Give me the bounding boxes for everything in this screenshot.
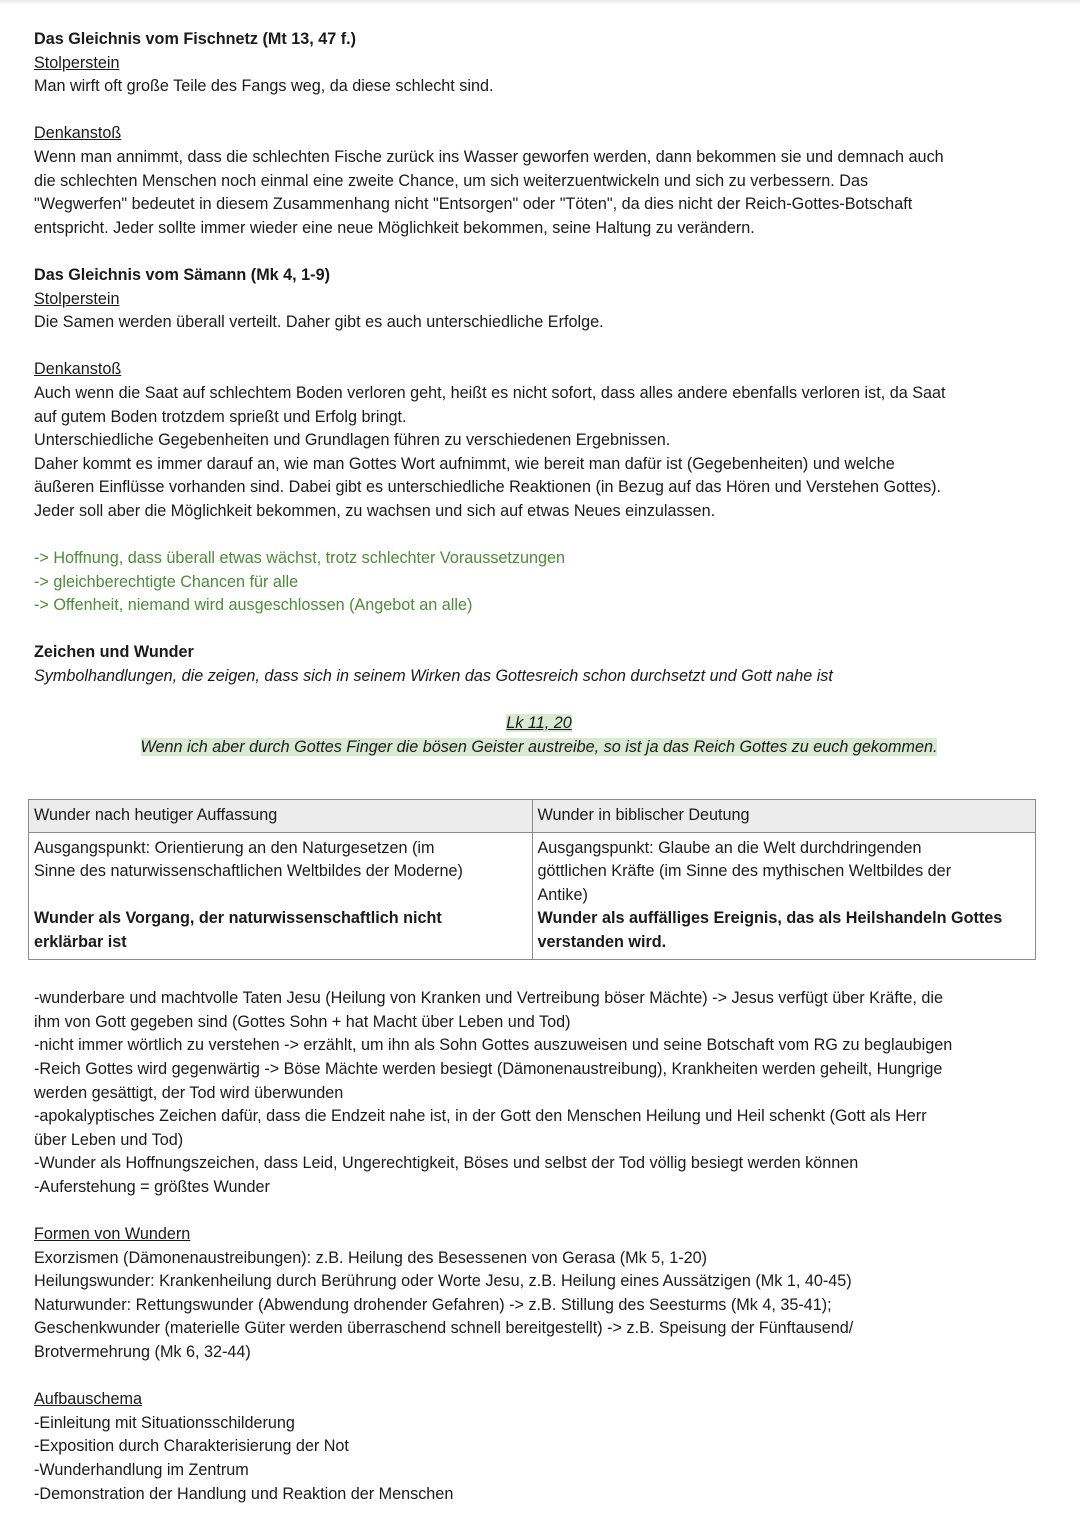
quote-text: Wenn ich aber durch Gottes Finger die bösen Geister austreibe, so ist ja das Reich Gottes zu euch gekommen. [140, 737, 938, 756]
text-line: Wenn man annimmt, dass die schlechten Fische zurück ins Wasser geworfen werden, dann bekommen sie und demnach auch [34, 147, 944, 166]
bullet-line: ihm von Gott gegeben sind (Gottes Sohn + hat Macht über Leben und Tod) [34, 1012, 571, 1031]
label-denkanstoss-2: Denkanstoß [34, 360, 122, 379]
bullet-line: -nicht immer wörtlich zu verstehen -> erzählt, um ihn als Sohn Gottes auszuweisen und seine Botschaft vom RG zu beglaubigen [34, 1036, 953, 1055]
table-cell-heutige [29, 832, 533, 959]
formen-line: Exorzismen (Dämonenaustreibungen): z.B. Heilung des Besessenen von Gerasa (Mk 5, 1-20) [34, 1248, 708, 1267]
conclusion-line: -> Offenheit, niemand wird ausgeschlossen (Angebot an alle) [34, 596, 473, 615]
text-stolperstein-2: Die Samen werden überall verteilt. Daher gibt es auch unterschiedliche Erfolge. [34, 313, 604, 332]
aufbau-line: -Einleitung mit Situationsschilderung [34, 1413, 295, 1432]
label-aufbauschema: Aufbauschema [34, 1390, 142, 1409]
text-line: auf gutem Boden trotzdem sprießt und Erfolg bringt. [34, 407, 407, 426]
bullet-line: -apokalyptisches Zeichen dafür, dass die Endzeit nahe ist, in der Gott den Menschen Heilung und Heil schenkt (Gott als Herr [34, 1107, 927, 1126]
formen-line: Heilungswunder: Krankenheilung durch Berührung oder Worte Jesu, z.B. Heilung eines Aussätzigen (Mk 1, 40-45) [34, 1272, 852, 1291]
table-header-row [29, 800, 1036, 833]
text-stolperstein-1: Man wirft oft große Teile des Fangs weg, da diese schlecht sind. [34, 77, 494, 96]
formen-line: Geschenkwunder (materielle Güter werden überraschend schnell bereitgestellt) -> z.B. Speisung der Fünftausend/ [34, 1319, 854, 1338]
cell-line: göttlichen Kräfte (im Sinne des mythischen Weltbildes der [537, 862, 952, 881]
label-formen-von-wundern: Formen von Wundern [34, 1225, 191, 1244]
label-denkanstoss-1: Denkanstoß [34, 124, 122, 143]
quote-reference: Lk 11, 20 [506, 714, 572, 733]
conclusion-line: -> gleichberechtigte Chancen für alle [34, 572, 299, 591]
text-line: die schlechten Menschen noch einmal eine zweite Chance, um sich weiterzuentwickeln und sich zu verbessern. Das [34, 171, 869, 190]
green-conclusions [34, 547, 1044, 618]
text-line: Unterschiedliche Gegebenheiten und Grundlagen führen zu verschiedenen Ergebnissen. [34, 431, 671, 450]
text-denkanstoss-2 [34, 382, 1044, 524]
formen-line: Brotvermehrung (Mk 6, 32-44) [34, 1343, 251, 1362]
quote-block [34, 712, 1044, 759]
bullet-line: über Leben und Tod) [34, 1130, 184, 1149]
heading-zeichen-wunder: Zeichen und Wunder [34, 643, 194, 662]
table-cell-biblisch [532, 832, 1036, 959]
cell-line: Ausgangspunkt: Orientierung an den Naturgesetzen (im [34, 838, 435, 857]
table-header-cell: Wunder in biblischer Deutung [532, 800, 1036, 833]
cell-bold-line: erklärbar ist [34, 932, 127, 951]
heading-fischnetz: Das Gleichnis vom Fischnetz (Mt 13, 47 f.) [34, 30, 357, 48]
table-header-cell: Wunder nach heutiger Auffassung [29, 800, 533, 833]
label-stolperstein-2: Stolperstein [34, 289, 120, 308]
top-shadow [0, 0, 1080, 5]
aufbau-line: -Wunderhandlung im Zentrum [34, 1461, 249, 1480]
text-line: äußeren Einflüsse vorhanden sind. Dabei gibt es unterschiedliche Reaktionen (in Bezug auf das Hören und Verstehen Gottes). [34, 478, 942, 497]
subtitle-symbolhandlungen: Symbolhandlungen, die zeigen, dass sich in seinem Wirken das Gottesreich schon durchsetzt und Gott nahe ist [34, 667, 833, 686]
document-page [34, 28, 1044, 1506]
formen-list [34, 1247, 1044, 1365]
text-line: entspricht. Jeder sollte immer wieder eine neue Möglichkeit bekommen, seine Haltung zu verändern. [34, 218, 755, 237]
bullet-line: -wunderbare und machtvolle Taten Jesu (Heilung von Kranken und Vertreibung böser Mächte) -> Jesus verfügt über Kräfte, die [34, 989, 943, 1008]
wunder-bullets [34, 987, 1044, 1199]
text-line: Daher kommt es immer darauf an, wie man Gottes Wort aufnimmt, wie bereit man dafür ist (Gegebenheiten) und welche [34, 454, 895, 473]
cell-line: Antike) [537, 885, 588, 904]
text-denkanstoss-1 [34, 146, 1044, 240]
heading-saemann: Das Gleichnis vom Sämann (Mk 4, 1-9) [34, 265, 330, 284]
bullet-line: -Auferstehung = größtes Wunder [34, 1177, 270, 1196]
text-line: Jeder soll aber die Möglichkeit bekommen, zu wachsen und sich auf etwas Neues einzulassen. [34, 501, 716, 520]
bullet-line: -Wunder als Hoffnungszeichen, dass Leid, Ungerechtigkeit, Böses und selbst der Tod völlig besiegt werden können [34, 1154, 859, 1173]
comparison-table [28, 799, 1036, 960]
cell-bold-line: Wunder als Vorgang, der naturwissenschaftlich nicht [34, 909, 442, 928]
aufbau-line: -Demonstration der Handlung und Reaktion der Menschen [34, 1484, 454, 1503]
bullet-line: -Reich Gottes wird gegenwärtig -> Böse Mächte werden besiegt (Dämonenaustreibung), Krankheiten werden geheilt, Hungrige [34, 1059, 943, 1078]
cell-bold-line: verstanden wird. [537, 932, 667, 951]
formen-line: Naturwunder: Rettungswunder (Abwendung drohender Gefahren) -> z.B. Stillung des Seesturms (Mk 4, 35-41); [34, 1295, 832, 1314]
conclusion-line: -> Hoffnung, dass überall etwas wächst, trotz schlechter Voraussetzungen [34, 549, 566, 568]
text-line: "Wegwerfen" bedeutet in diesem Zusammenhang nicht "Entsorgen" oder "Töten", da dies nicht der Reich-Gottes-Botschaft [34, 195, 913, 214]
cell-line: Ausgangspunkt: Glaube an die Welt durchdringenden [537, 838, 922, 857]
bullet-line: werden gesättigt, der Tod wird überwunden [34, 1083, 344, 1102]
cell-line: Sinne des naturwissenschaftlichen Weltbildes der Moderne) [34, 862, 463, 881]
cell-bold-line: Wunder als auffälliges Ereignis, das als Heilshandeln Gottes [537, 909, 1003, 928]
text-line: Auch wenn die Saat auf schlechtem Boden verloren geht, heißt es nicht sofort, dass alles andere ebenfalls verloren ist, da Saat [34, 383, 946, 402]
label-stolperstein-1: Stolperstein [34, 53, 120, 72]
table-row [29, 832, 1036, 959]
aufbau-line: -Exposition durch Charakterisierung der Not [34, 1437, 349, 1456]
aufbau-list [34, 1412, 1044, 1506]
